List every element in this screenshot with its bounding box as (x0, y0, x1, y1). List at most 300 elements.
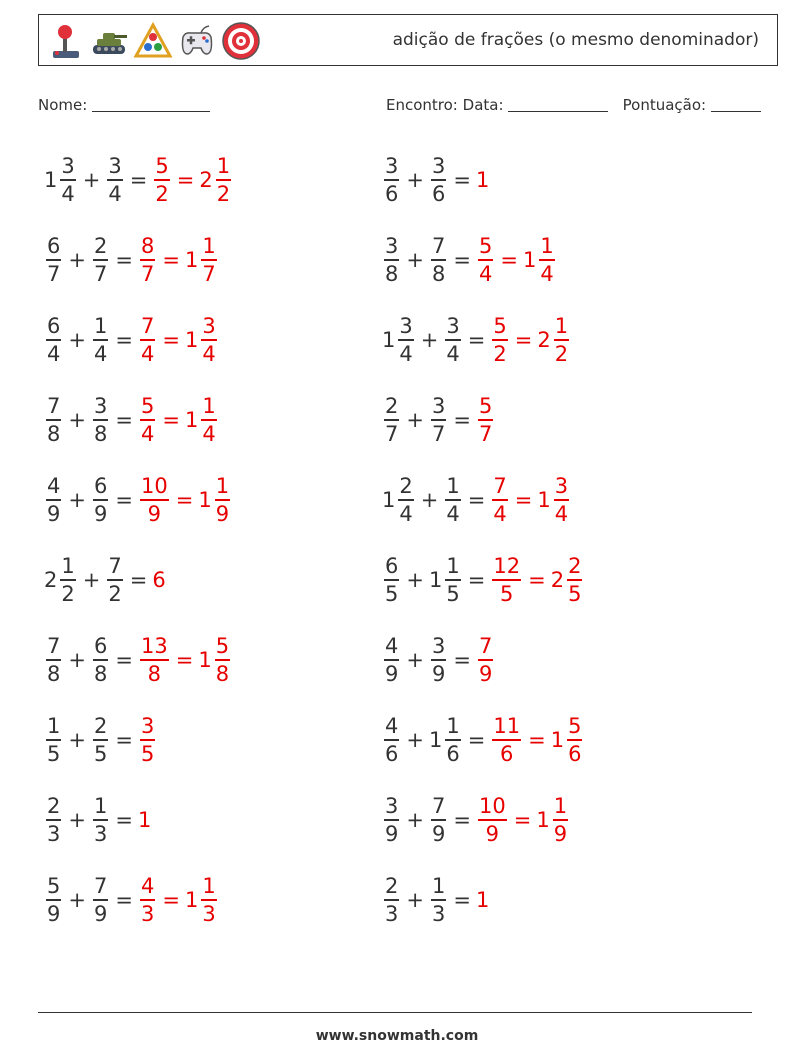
fraction-term (152, 153, 171, 207)
name-field (38, 96, 210, 114)
problem-row (44, 540, 233, 620)
date-label: Data: (462, 96, 504, 114)
fraction-term (490, 553, 523, 607)
problems-left-column (44, 140, 233, 940)
denominator: 6 (385, 182, 399, 206)
fraction (107, 553, 122, 607)
numerator: 3 (140, 713, 155, 741)
fraction-term (91, 873, 110, 927)
numerator: 7 (431, 233, 446, 261)
whole-number: 1 (475, 888, 490, 912)
fraction (492, 713, 521, 767)
fraction (431, 873, 446, 927)
fraction (46, 873, 61, 927)
fraction-term (382, 233, 401, 287)
fraction (60, 153, 75, 207)
fraction (201, 393, 216, 447)
numerator: 5 (215, 633, 230, 661)
denominator: 5 (568, 582, 582, 606)
problem-row (382, 140, 584, 220)
fraction-term (490, 713, 523, 767)
fraction (140, 233, 155, 287)
problem-row (44, 380, 233, 460)
equals-sign: = (175, 488, 194, 512)
fraction (93, 713, 108, 767)
whole-number: 2 (550, 568, 565, 592)
fraction (215, 633, 230, 687)
equals-sign: = (528, 728, 546, 752)
denominator: 8 (47, 422, 61, 446)
fraction (216, 153, 231, 207)
numerator: 3 (398, 313, 413, 341)
fraction (553, 793, 568, 847)
fraction (140, 313, 155, 367)
fraction-term (44, 713, 63, 767)
fraction (445, 553, 460, 607)
equals-sign: = (162, 888, 180, 912)
equals-sign: = (453, 408, 471, 432)
denominator: 4 (446, 342, 460, 366)
numerator: 1 (445, 553, 460, 581)
fraction-term (138, 713, 157, 767)
numerator: 1 (93, 313, 108, 341)
numerator: 5 (478, 233, 493, 261)
fraction-term (382, 393, 401, 447)
denominator: 5 (93, 742, 108, 766)
problem-row (44, 620, 233, 700)
denominator: 8 (93, 422, 108, 446)
numerator: 6 (93, 473, 108, 501)
numerator: 8 (140, 233, 155, 261)
equals-sign: = (513, 808, 532, 832)
answer (138, 713, 157, 767)
numerator: 1 (553, 793, 568, 821)
problem-row (382, 620, 584, 700)
fraction (140, 713, 155, 767)
fraction-term (443, 473, 462, 527)
fraction (492, 313, 507, 367)
problem-row (382, 380, 584, 460)
equals-sign: = (115, 328, 133, 352)
denominator: 2 (108, 582, 122, 606)
denominator: 4 (108, 182, 122, 206)
fraction (93, 233, 108, 287)
footer-url: www.snowmath.com (315, 1028, 479, 1044)
fraction-term (537, 313, 571, 367)
denominator: 9 (47, 902, 61, 926)
denominator: 9 (93, 902, 108, 926)
equals-sign: = (514, 328, 533, 352)
whole-number: 1 (198, 488, 212, 512)
fraction (492, 553, 521, 607)
fraction-term (91, 793, 110, 847)
equals-sign: = (453, 808, 471, 832)
fraction (60, 553, 75, 607)
denominator: 9 (431, 662, 446, 686)
equals-sign: = (176, 168, 195, 192)
fraction-term (105, 553, 124, 607)
fraction (384, 793, 399, 847)
whole-number: 6 (152, 568, 166, 592)
fraction-term (382, 153, 401, 207)
fraction-term (44, 633, 63, 687)
fraction-term (138, 313, 157, 367)
answer (476, 793, 570, 847)
date-blank[interactable] (508, 97, 608, 112)
numerator: 3 (93, 393, 108, 421)
plus-sign: + (68, 888, 86, 912)
denominator: 4 (399, 342, 413, 366)
fraction-term (429, 553, 463, 607)
fraction (384, 393, 399, 447)
problem-row (44, 700, 233, 780)
answer (490, 553, 584, 607)
fraction (554, 313, 569, 367)
plus-sign: + (406, 728, 424, 752)
denominator: 4 (540, 262, 554, 286)
problem-row (382, 300, 584, 380)
whole-number: 1 (184, 248, 199, 272)
fraction-term (44, 313, 63, 367)
problem-row (382, 860, 584, 940)
denominator: 4 (140, 422, 155, 446)
numerator: 1 (93, 793, 108, 821)
answer (476, 233, 557, 287)
equals-sign: = (115, 728, 133, 752)
problem-row (44, 460, 233, 540)
fraction (201, 873, 216, 927)
denominator: 2 (493, 342, 507, 366)
denominator: 4 (446, 502, 460, 526)
numerator: 1 (201, 393, 216, 421)
numerator: 1 (215, 473, 230, 501)
fraction-term (429, 873, 448, 927)
fraction (46, 713, 61, 767)
denominator: 8 (147, 662, 162, 686)
whole-number: 1 (428, 568, 443, 592)
problem-row (382, 220, 584, 300)
equals-sign: = (129, 168, 148, 192)
plus-sign: + (68, 488, 86, 512)
numerator: 3 (431, 633, 446, 661)
fraction-term (476, 888, 490, 912)
whole-number: 2 (537, 328, 551, 352)
fraction-term (490, 473, 509, 527)
plus-sign: + (406, 648, 424, 672)
fraction (215, 473, 230, 527)
answer (152, 153, 233, 207)
fraction-term (551, 713, 585, 767)
numerator: 2 (384, 873, 399, 901)
fraction (93, 633, 108, 687)
denominator: 9 (385, 662, 399, 686)
numerator: 2 (93, 713, 108, 741)
denominator: 7 (202, 262, 216, 286)
denominator: 3 (431, 902, 446, 926)
equals-sign: = (453, 648, 471, 672)
fraction-term (198, 473, 232, 527)
answer (490, 313, 571, 367)
fraction (107, 153, 122, 207)
numerator: 2 (93, 233, 108, 261)
fraction (140, 633, 169, 687)
fraction-term (138, 473, 171, 527)
fraction-term (382, 713, 401, 767)
whole-number: 1 (382, 488, 396, 512)
denominator: 4 (47, 342, 61, 366)
whole-number: 1 (198, 648, 212, 672)
fraction (154, 153, 169, 207)
numerator: 7 (478, 633, 493, 661)
fraction-term (382, 313, 416, 367)
problem-row (382, 540, 584, 620)
plus-sign: + (406, 888, 424, 912)
numerator: 5 (478, 393, 493, 421)
fraction-term (105, 153, 124, 207)
fraction-term (44, 553, 78, 607)
answer (138, 633, 232, 687)
fraction (384, 713, 399, 767)
denominator: 2 (554, 342, 569, 366)
denominator: 7 (385, 422, 399, 446)
answer (476, 168, 490, 192)
fraction (478, 233, 493, 287)
numerator: 3 (431, 153, 446, 181)
fraction (140, 393, 155, 447)
equals-sign: = (115, 408, 133, 432)
plus-sign: + (420, 488, 439, 512)
denominator: 5 (140, 742, 155, 766)
fraction-term (429, 793, 448, 847)
fraction (567, 713, 582, 767)
fraction (478, 633, 493, 687)
problems-right-column (382, 140, 584, 940)
fraction (46, 393, 61, 447)
fraction (140, 473, 169, 527)
fraction (445, 473, 460, 527)
whole-number: 1 (184, 408, 199, 432)
denominator: 4 (493, 502, 507, 526)
problem-row (44, 220, 233, 300)
denominator: 6 (446, 742, 460, 766)
worksheet-title: adição de frações (o mesmo denominador) (392, 30, 759, 50)
denominator: 8 (431, 262, 446, 286)
equals-sign: = (115, 888, 133, 912)
plus-sign: + (68, 408, 86, 432)
problem-row (44, 780, 233, 860)
fraction (445, 313, 460, 367)
numerator: 1 (201, 233, 216, 261)
plus-sign: + (420, 328, 439, 352)
denominator: 3 (385, 902, 399, 926)
denominator: 4 (61, 182, 75, 206)
numerator: 13 (140, 633, 169, 661)
whole-number: 1 (44, 168, 58, 192)
whole-number: 1 (382, 328, 396, 352)
fraction (201, 233, 216, 287)
numerator: 3 (201, 313, 216, 341)
answer (138, 233, 219, 287)
answer (490, 473, 571, 527)
whole-number: 1 (137, 808, 152, 832)
plus-sign: + (68, 248, 86, 272)
fraction-term (44, 793, 63, 847)
fraction (478, 393, 493, 447)
meeting-date-score (386, 96, 761, 114)
fraction-term (476, 393, 495, 447)
fraction (431, 233, 446, 287)
billiard-triangle-icon (133, 21, 173, 61)
fraction-term (429, 713, 463, 767)
fraction-term (476, 168, 490, 192)
fraction (431, 633, 446, 687)
fraction-term (138, 873, 157, 927)
fraction (93, 313, 108, 367)
numerator: 5 (46, 873, 61, 901)
fraction-term (198, 633, 232, 687)
name-blank[interactable] (92, 97, 210, 112)
fraction (93, 473, 108, 527)
denominator: 7 (140, 262, 155, 286)
denominator: 2 (61, 582, 75, 606)
whole-number: 2 (199, 168, 213, 192)
fraction-term (429, 153, 448, 207)
numerator: 1 (445, 473, 460, 501)
whole-number: 1 (536, 808, 550, 832)
fraction-term (44, 153, 78, 207)
denominator: 6 (568, 742, 582, 766)
fraction (93, 793, 108, 847)
fraction-term (91, 393, 110, 447)
numerator: 5 (492, 313, 507, 341)
whole-number: 1 (537, 488, 551, 512)
fraction-term (44, 873, 63, 927)
whole-number: 1 (428, 728, 443, 752)
fraction-term (138, 393, 157, 447)
numerator: 1 (554, 313, 569, 341)
numerator: 3 (107, 153, 122, 181)
fraction (93, 873, 108, 927)
fraction-term (537, 473, 571, 527)
denominator: 8 (385, 262, 399, 286)
numerator: 2 (567, 553, 582, 581)
numerator: 3 (554, 473, 569, 501)
fraction-term (44, 233, 63, 287)
denominator: 5 (446, 582, 460, 606)
answer (138, 808, 152, 832)
fraction-term (185, 233, 219, 287)
equals-sign: = (175, 648, 194, 672)
whole-number: 1 (550, 728, 565, 752)
denominator: 3 (202, 902, 216, 926)
numerator: 3 (384, 793, 399, 821)
numerator: 10 (478, 793, 507, 821)
equals-sign: = (115, 248, 133, 272)
problem-row (44, 140, 233, 220)
fraction-term (476, 633, 495, 687)
denominator: 3 (47, 822, 61, 846)
denominator: 7 (93, 262, 108, 286)
fraction-term (523, 233, 557, 287)
equals-sign: = (453, 168, 471, 192)
denominator: 8 (215, 662, 230, 686)
fraction (478, 793, 507, 847)
numerator: 6 (46, 233, 61, 261)
numerator: 7 (46, 633, 61, 661)
fraction-term (44, 393, 63, 447)
fraction (140, 873, 155, 927)
fraction (46, 633, 61, 687)
fraction-term (490, 313, 509, 367)
equals-sign: = (467, 328, 486, 352)
fraction-term (382, 473, 416, 527)
denominator: 8 (47, 662, 61, 686)
numerator: 1 (431, 873, 446, 901)
fraction (46, 793, 61, 847)
whole-number: 1 (522, 248, 537, 272)
numerator: 11 (492, 713, 521, 741)
fraction-term (91, 713, 110, 767)
equals-sign: = (514, 488, 533, 512)
fraction-term (429, 633, 448, 687)
name-label: Nome: (38, 96, 88, 114)
denominator: 9 (215, 502, 230, 526)
numerator: 7 (492, 473, 507, 501)
fraction (384, 553, 399, 607)
fraction-term (91, 313, 110, 367)
answer (138, 393, 219, 447)
numerator: 7 (140, 313, 155, 341)
denominator: 4 (554, 502, 569, 526)
plus-sign: + (82, 168, 101, 192)
fraction (384, 233, 399, 287)
fraction (384, 873, 399, 927)
answer (138, 873, 219, 927)
answer (490, 713, 584, 767)
equals-sign: = (453, 888, 471, 912)
denominator: 5 (47, 742, 61, 766)
denominator: 5 (500, 582, 514, 606)
denominator: 6 (385, 742, 399, 766)
denominator: 9 (147, 502, 162, 526)
equals-sign: = (453, 248, 471, 272)
tank-icon (89, 21, 129, 61)
score-blank[interactable] (711, 97, 761, 112)
denominator: 9 (47, 502, 61, 526)
numerator: 5 (140, 393, 155, 421)
fraction (93, 393, 108, 447)
problem-row (44, 860, 233, 940)
equals-sign: = (162, 248, 180, 272)
fraction (398, 473, 413, 527)
fraction-term (382, 873, 401, 927)
numerator: 12 (492, 553, 521, 581)
fraction (431, 793, 446, 847)
denominator: 2 (216, 182, 231, 206)
plus-sign: + (68, 648, 86, 672)
fraction-term (382, 793, 401, 847)
denominator: 7 (478, 422, 493, 446)
fraction-term (91, 633, 110, 687)
fraction (46, 313, 61, 367)
fraction-term (382, 633, 401, 687)
numerator: 2 (46, 793, 61, 821)
fraction (431, 153, 446, 207)
equals-sign: = (467, 568, 486, 592)
denominator: 4 (478, 262, 493, 286)
plus-sign: + (406, 168, 424, 192)
fraction (201, 313, 216, 367)
